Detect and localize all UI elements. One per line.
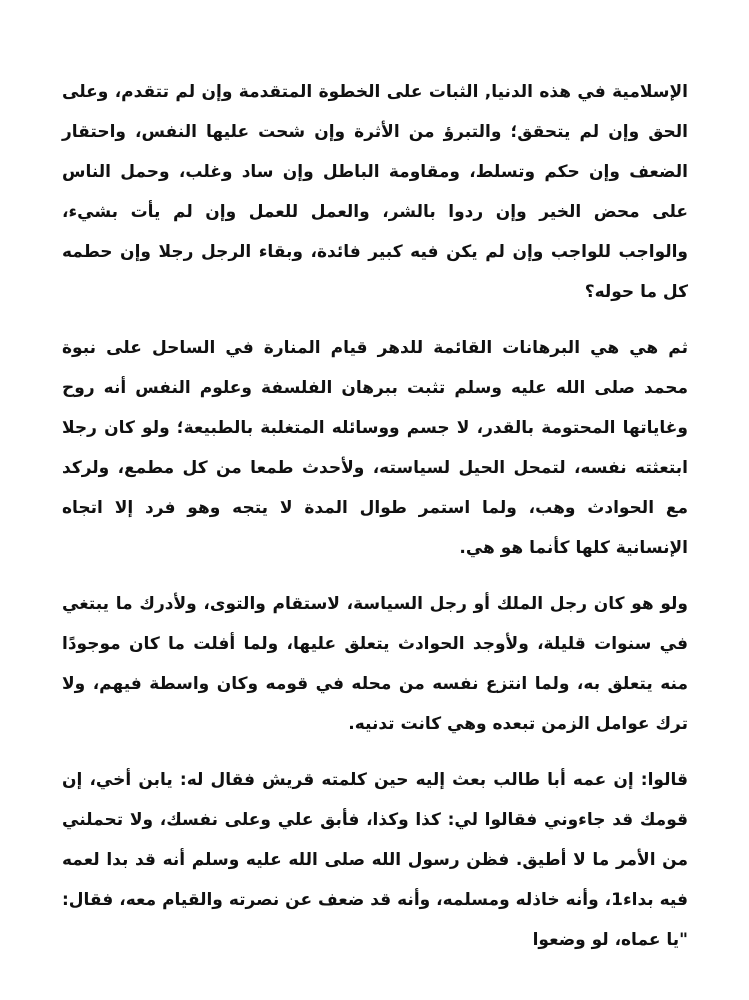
paragraph-4: قالوا: إن عمه أبا طالب بعث إليه حين كلمته قريش فقال له: يابن أخي، إن قومك قد جاءوني فقالوا لي: كذا وكذا، فأبق علي وعلى نفسك، ولا تحملني من الأمر ما لا أطيق. فظن رسول الله صلى الله عليه وسلم أنه قد بدا لعمه فيه بداء1، وأنه خاذله ومسلمه، وأنه قد ضعف عن نصرته والقيام معه، فقال: "يا عماه، لو وضعوا [62, 770, 688, 950]
paragraph-3: ولو هو كان رجل الملك أو رجل السياسة، لاستقام والتوى، ولأدرك ما يبتغي في سنوات قليلة، ولأوجد الحوادث يتعلق عليها، ولما أفلت ما كان موجودًا منه يتعلق به، ولما انتزع نفسه من محله في قومه وكان واسطة فيهم، ولا ترك عوامل الزمن تبعده وهي كانت تدنيه. [62, 594, 688, 734]
document-page [62, 72, 688, 976]
paragraph-1: الإسلامية في هذه الدنيا, الثبات على الخطوة المتقدمة وإن لم تتقدم، وعلى الحق وإن لم يتحقق؛ والتبرؤ من الأثرة وإن شحت عليها النفس، واحتقار الضعف وإن حكم وتسلط، ومقاومة الباطل وإن ساد وغلب، وحمل الناس على محض الخير وإن ردوا بالشر، والعمل للعمل وإن لم يأت بشيء، والواجب للواجب وإن لم يكن فيه كبير فائدة، وبقاء الرجل رجلا وإن حطمه كل ما حوله؟ [62, 82, 688, 302]
paragraph-2: ثم هي هي البرهانات القائمة للدهر قيام المنارة في الساحل على نبوة محمد صلى الله عليه وسلم تثبت ببرهان الفلسفة وعلوم النفس أنه روح وغاياتها المحتومة بالقدر، لا جسم ووسائله المتغلبة بالطبيعة؛ ولو كان رجلا ابتعثته نفسه، لتمحل الحيل لسياسته، ولأحدث طمعا من كل مطمع، ولركد مع الحوادث وهب، ولما استمر طوال المدة لا يتجه وهو فرد إلا اتجاه الإنسانية كلها كأنما هو هي. [62, 338, 688, 558]
